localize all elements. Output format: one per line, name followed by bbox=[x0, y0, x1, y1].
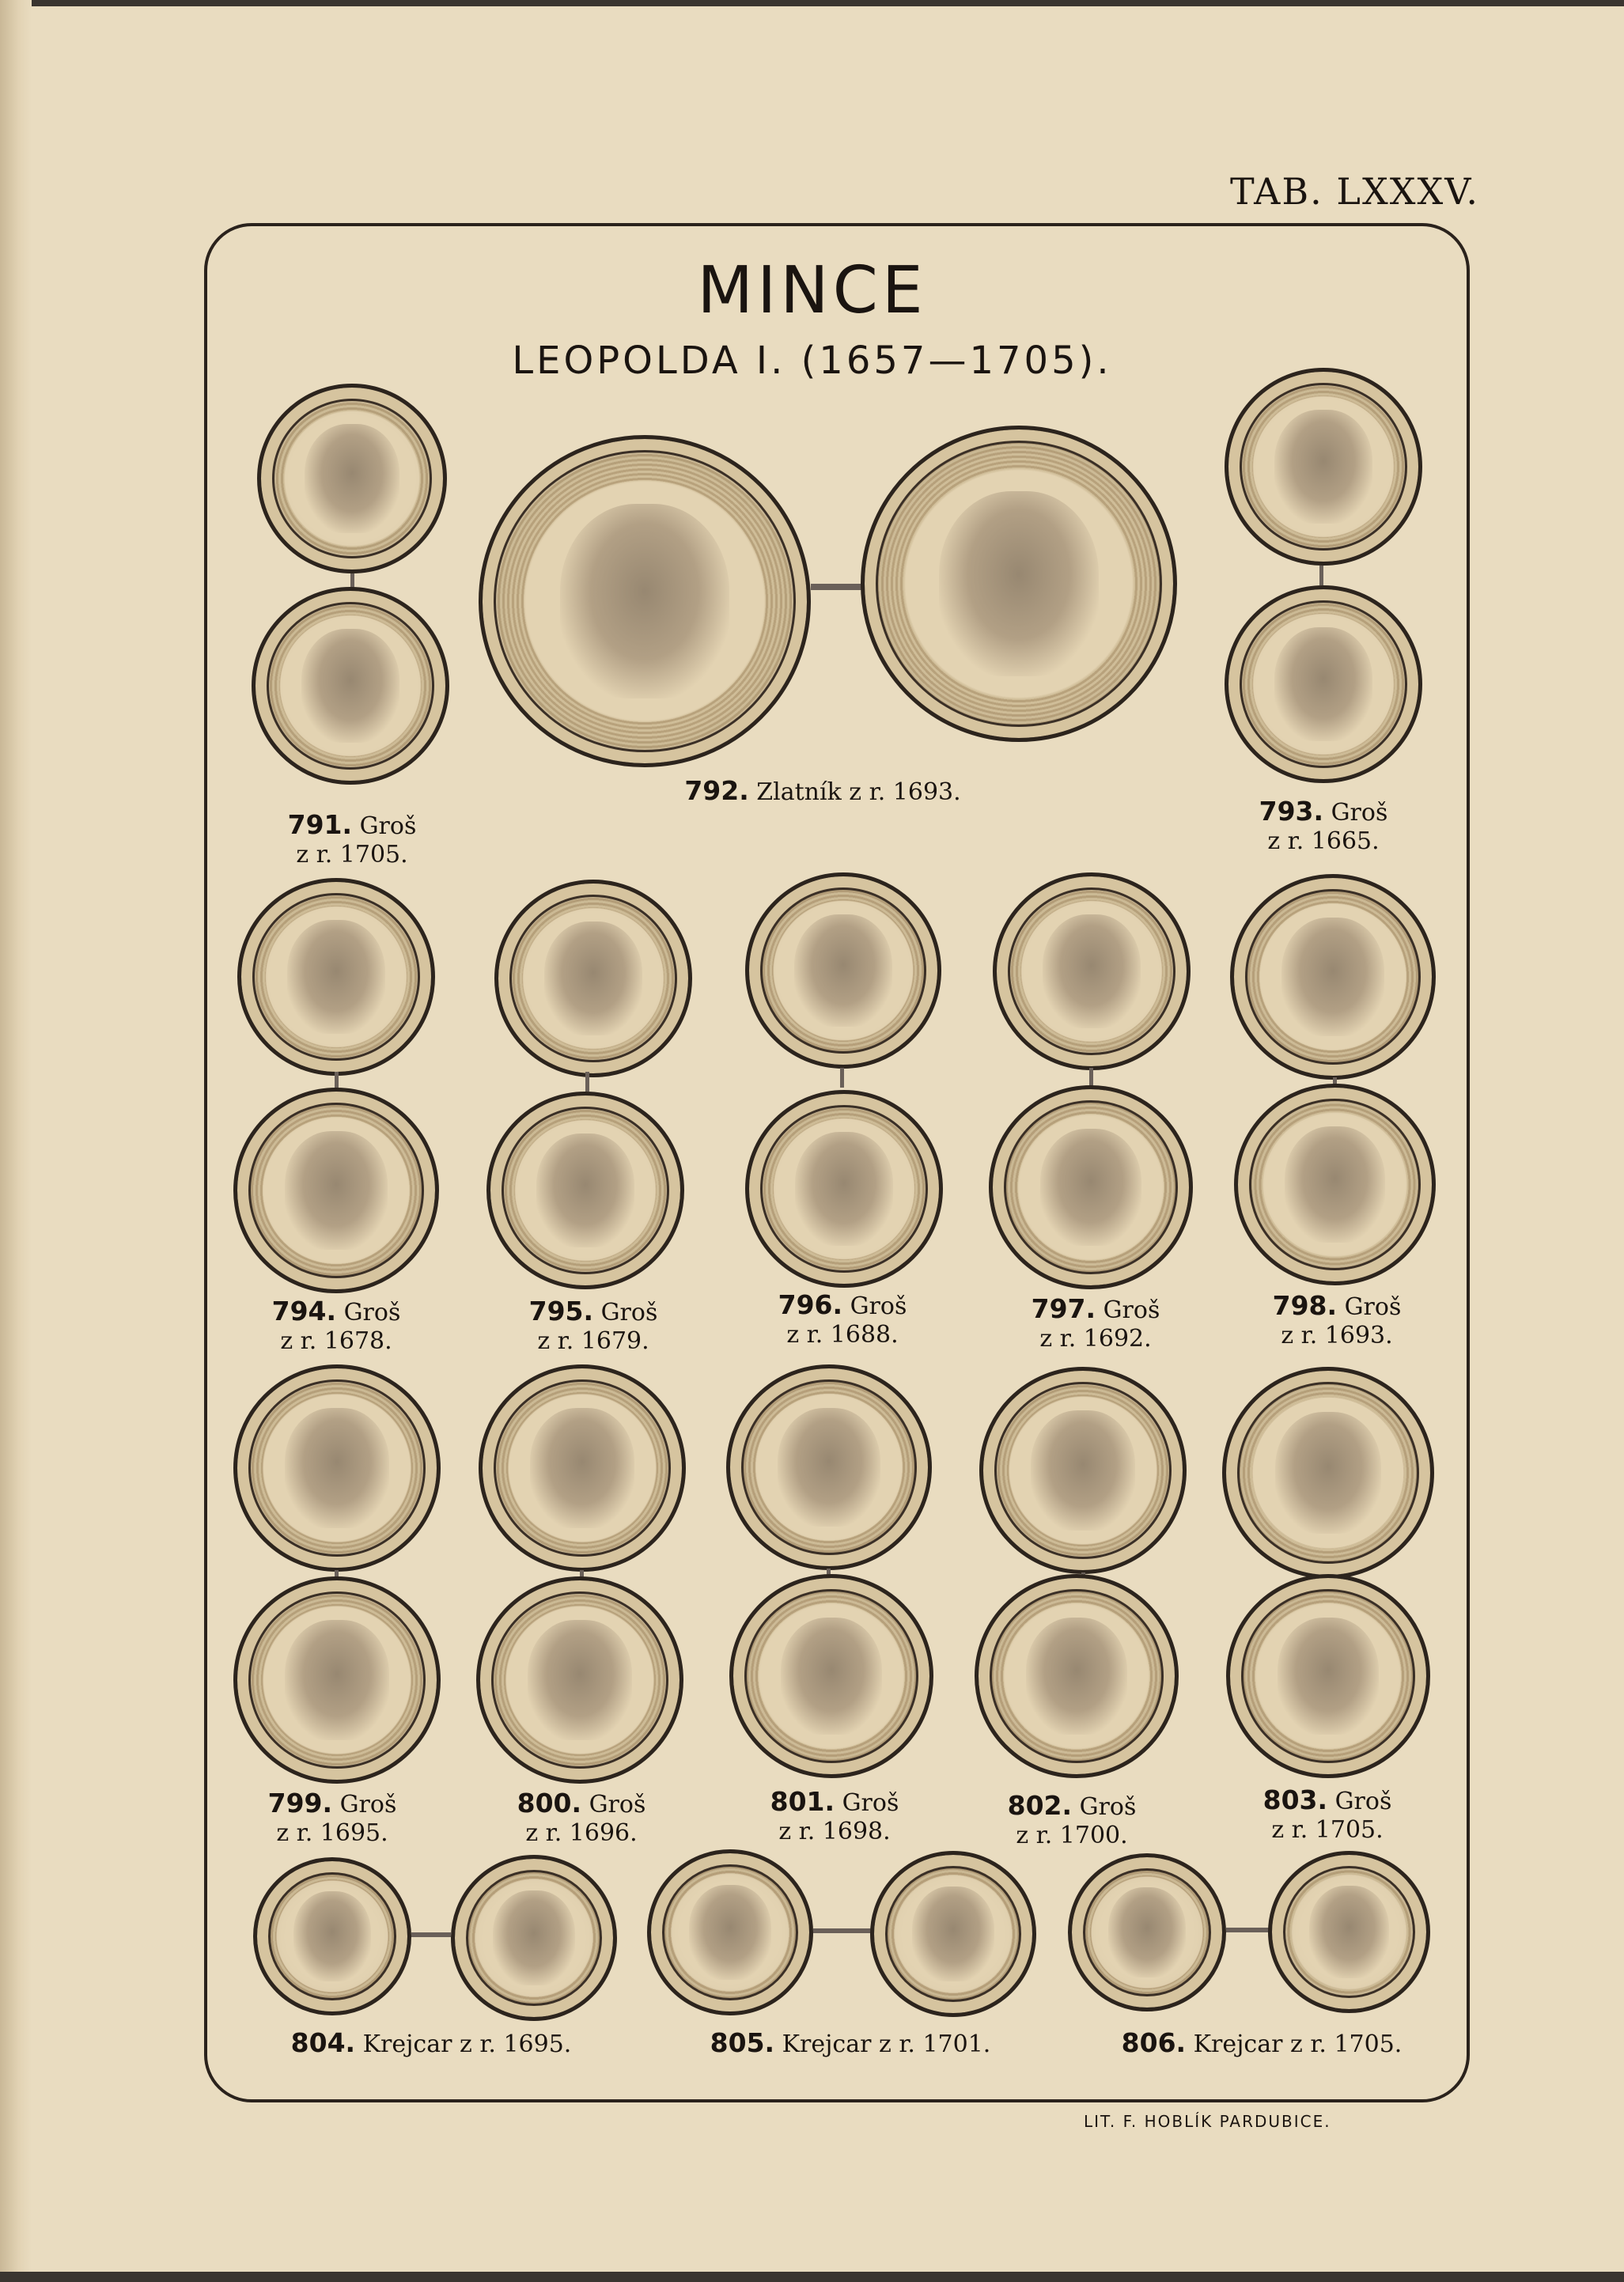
coin-802-reverse bbox=[975, 1574, 1179, 1778]
caption-796: 796. Groš z r. 1688. bbox=[778, 1289, 907, 1349]
coin-793-link bbox=[1319, 566, 1323, 585]
coin-791-obverse bbox=[257, 384, 447, 573]
coin-794-obverse bbox=[237, 878, 435, 1076]
coin-801-obverse bbox=[726, 1364, 932, 1570]
caption-792: 792. Zlatník z r. 1693. bbox=[684, 775, 961, 806]
plate-number: TAB. LXXXV. bbox=[1229, 170, 1479, 213]
coin-796-link bbox=[840, 1068, 844, 1088]
caption-804: 804. Krejcar z r. 1695. bbox=[290, 2027, 572, 2058]
coin-792-obverse bbox=[479, 435, 811, 767]
caption-801: 801. Groš z r. 1698. bbox=[770, 1786, 899, 1845]
caption-802: 802. Groš z r. 1700. bbox=[1007, 1790, 1137, 1849]
top-edge bbox=[0, 0, 1624, 6]
caption-799: 799. Groš z r. 1695. bbox=[267, 1788, 397, 1847]
coin-805-reverse bbox=[870, 1851, 1036, 2017]
plate-title: MINCE bbox=[697, 253, 927, 328]
coin-804-obverse bbox=[253, 1857, 411, 2015]
coin-800-reverse bbox=[476, 1576, 683, 1784]
bottom-edge bbox=[0, 2272, 1624, 2282]
caption-794: 794. Groš z r. 1678. bbox=[271, 1296, 401, 1355]
coin-804-reverse bbox=[451, 1855, 617, 2021]
coin-799-obverse bbox=[233, 1364, 441, 1572]
caption-797: 797. Groš z r. 1692. bbox=[1031, 1293, 1160, 1353]
coin-797-obverse bbox=[993, 872, 1191, 1070]
caption-805: 805. Krejcar z r. 1701. bbox=[710, 2027, 991, 2058]
caption-803: 803. Groš z r. 1705. bbox=[1262, 1784, 1392, 1844]
coin-796-reverse bbox=[745, 1090, 943, 1288]
printer-credit: LIT. F. HOBLÍK PARDUBICE. bbox=[1084, 2112, 1331, 2131]
coin-794-reverse bbox=[233, 1088, 439, 1293]
coin-793-obverse bbox=[1225, 368, 1422, 566]
caption-800: 800. Groš z r. 1696. bbox=[517, 1788, 646, 1847]
coin-801-reverse bbox=[729, 1574, 933, 1778]
coin-803-obverse bbox=[1222, 1367, 1434, 1579]
caption-791: 791. Groš z r. 1705. bbox=[287, 809, 417, 869]
caption-793: 793. Groš z r. 1665. bbox=[1259, 796, 1388, 855]
coin-806-link bbox=[1226, 1928, 1270, 1932]
coin-798-reverse bbox=[1234, 1084, 1436, 1285]
coin-796-obverse bbox=[745, 872, 941, 1069]
coin-797-reverse bbox=[989, 1085, 1193, 1289]
coin-805-link bbox=[813, 1928, 873, 1933]
caption-798: 798. Groš z r. 1693. bbox=[1272, 1290, 1402, 1349]
coin-806-obverse bbox=[1068, 1853, 1226, 2011]
caption-806: 806. Krejcar z r. 1705. bbox=[1121, 2027, 1403, 2058]
coin-792-reverse bbox=[861, 426, 1177, 742]
coin-793-reverse bbox=[1225, 585, 1422, 783]
coin-805-obverse bbox=[647, 1849, 813, 2015]
coin-804-link bbox=[411, 1932, 451, 1937]
coin-798-obverse bbox=[1230, 874, 1436, 1080]
coin-795-obverse bbox=[494, 880, 692, 1077]
coin-800-obverse bbox=[479, 1364, 686, 1572]
coin-792-link bbox=[811, 584, 862, 590]
caption-795: 795. Groš z r. 1679. bbox=[528, 1296, 658, 1355]
coin-799-reverse bbox=[233, 1576, 441, 1784]
coin-806-reverse bbox=[1268, 1851, 1430, 2013]
coin-795-reverse bbox=[486, 1092, 684, 1289]
coin-802-obverse bbox=[979, 1367, 1187, 1574]
coin-803-reverse bbox=[1226, 1574, 1430, 1778]
plate-subtitle: LEOPOLDA I. (1657—1705). bbox=[512, 339, 1112, 383]
coin-795-link bbox=[585, 1072, 589, 1092]
coin-791-reverse bbox=[252, 587, 449, 785]
